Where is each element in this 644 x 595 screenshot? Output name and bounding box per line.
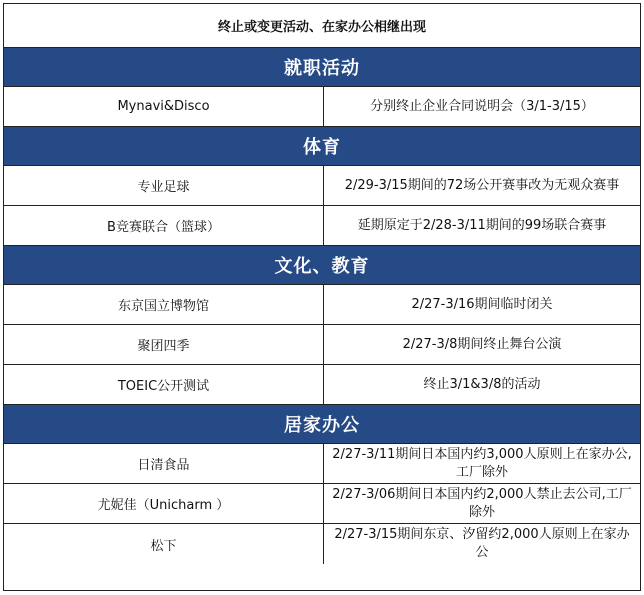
table-row — [4, 444, 640, 484]
table-row — [4, 365, 640, 405]
org-name-cell: 专业足球 — [4, 166, 324, 205]
detail-cell: 延期原定于2/28-3/11期间的99场联合赛事 — [357, 217, 607, 233]
table-row — [4, 285, 640, 325]
org-name-cell: TOEIC公开测试 — [4, 365, 324, 404]
org-name-cell: 尤妮佳（Unicharm ） — [4, 484, 324, 523]
info-table — [3, 3, 641, 591]
detail-cell: 2/27-3/8期间终止舞台公演 — [402, 336, 562, 352]
org-name-cell: 聚团四季 — [4, 325, 324, 364]
section-heading-sports: 体育 — [4, 127, 640, 166]
table-title: 终止或变更活动、在家办公相继出现 — [4, 4, 640, 48]
table-row — [4, 325, 640, 365]
detail-cell: 2/27-3/15期间东京、汐留约2,000人原则上在家办公 — [334, 527, 630, 560]
org-name-cell: 东京国立博物馆 — [4, 285, 324, 324]
section-heading-work-from-home: 居家办公 — [4, 405, 640, 444]
section-heading-culture-education: 文化、教育 — [4, 246, 640, 285]
detail-cell: 2/27-3/11期间日本国内约3,000人原则上在家办公,工厂除外 — [332, 446, 632, 480]
table-row — [4, 166, 640, 206]
org-name-cell: Mynavi&Disco — [4, 87, 324, 126]
detail-cell: 2/27-3/06期间日本国内约2,000人禁止去公司,工厂除外 — [332, 486, 632, 520]
table-row — [4, 87, 640, 127]
org-name-cell: 松下 — [4, 524, 324, 564]
detail-cell: 2/27-3/16期间临时闭关 — [411, 296, 553, 312]
org-name-cell: 日清食品 — [4, 444, 324, 483]
table-row — [4, 206, 640, 246]
detail-cell: 终止3/1&3/8的活动 — [423, 376, 541, 392]
table-row — [4, 524, 640, 564]
detail-cell: 2/29-3/15期间的72场公开赛事改为无观众赛事 — [344, 177, 620, 193]
detail-cell: 分别终止企业合同说明会（3/1-3/15） — [370, 98, 594, 114]
org-name-cell: B竞赛联合（篮球） — [4, 206, 324, 245]
table-row — [4, 484, 640, 524]
section-heading-job-hunting: 就职活动 — [4, 48, 640, 87]
